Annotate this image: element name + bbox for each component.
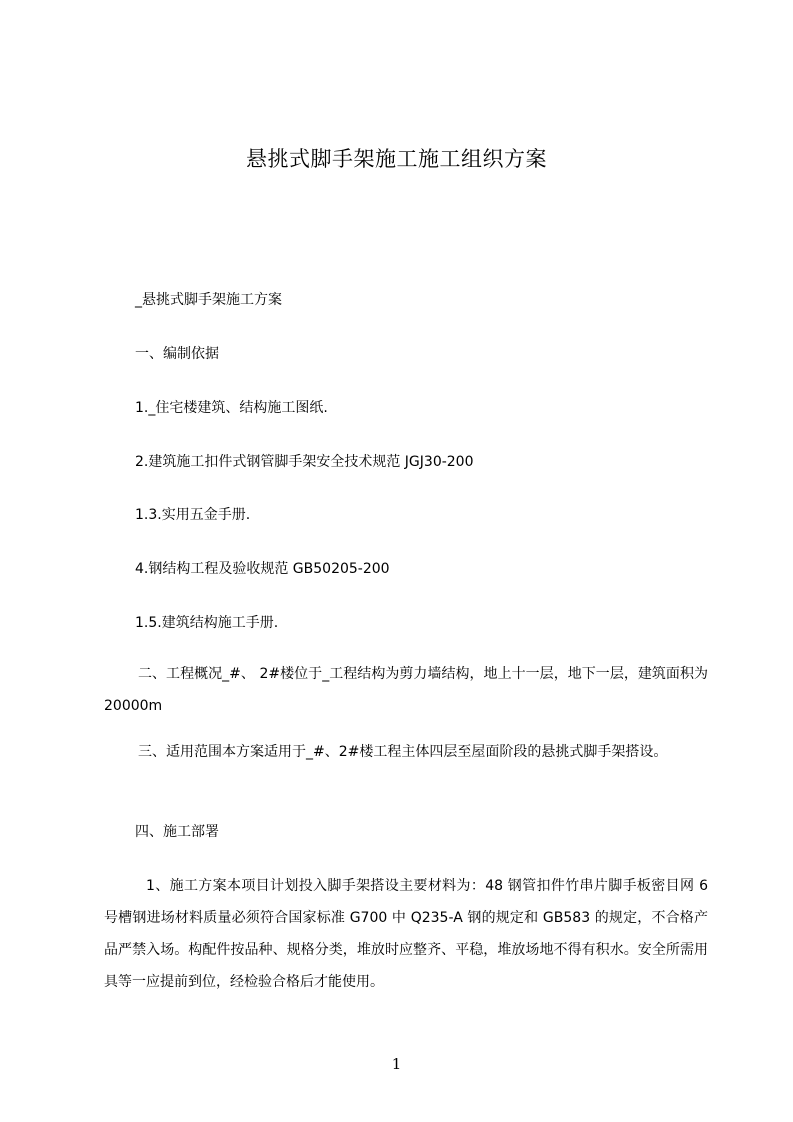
body-paragraph: 三、适用范围本方案适用于_#、2#楼工程主体四层至屋面阶段的悬挑式脚手架搭设。 [138, 744, 668, 760]
document-title: 悬挑式脚手架施工施工组织方案 [246, 147, 547, 171]
section-heading: _悬挑式脚手架施工方案 [135, 292, 282, 308]
page-number: 1 [391, 1055, 402, 1073]
list-item: 1.5.建筑结构施工手册. [135, 615, 279, 631]
body-paragraph: 1、施工方案本项目计划投入脚手架搭设主要材料为：48 钢管扣件竹串片脚手板密目网 6 号槽钢进场材料质量必须符合国家标准 G700 中 Q235-A 钢的规定和 GB583 的规定，不合格产品严禁入场。构配件按品种、规格分类，堆放时应整齐、平稳，堆放场地不得有积水。安全所需用具等一应提前到位，经检验合格后才能使用。 [104, 878, 708, 990]
body-paragraph: 二、工程概况_#、 2#楼位于_工程结构为剪力墙结构，地上十一层，地下一层，建筑面积为 20000m [104, 666, 708, 714]
list-item: 1.3.实用五金手册. [135, 507, 251, 523]
section-heading: 一、编制依据 [135, 346, 219, 362]
list-item: 4.钢结构工程及验收规范 GB50205-200 [135, 561, 390, 577]
list-item: 2.建筑施工扣件式钢管脚手架安全技术规范 JGJ30-200 [135, 454, 474, 470]
section-heading: 四、施工部署 [135, 824, 219, 840]
list-item: 1._住宅楼建筑、结构施工图纸. [135, 400, 328, 416]
